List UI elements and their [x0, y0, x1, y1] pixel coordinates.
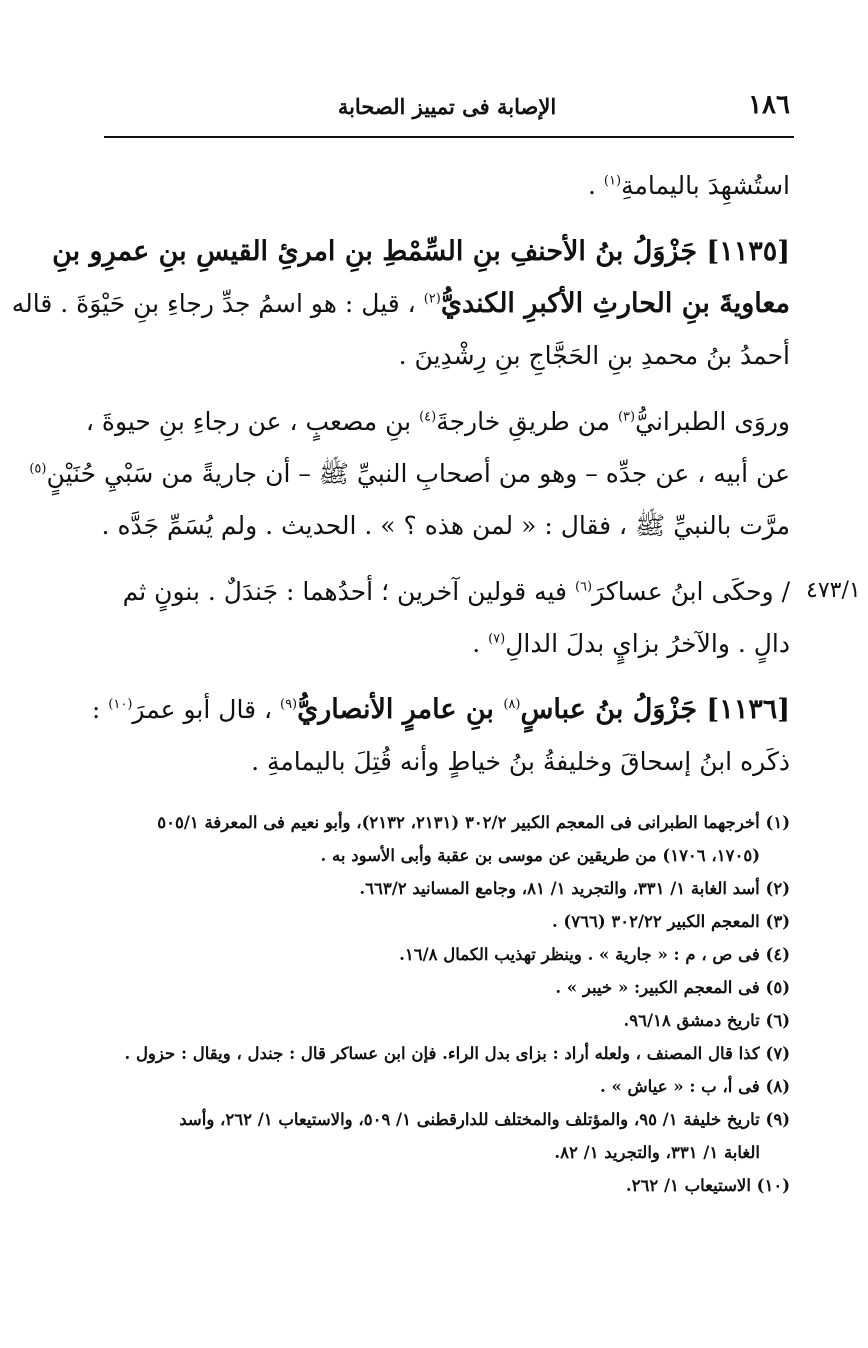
footnote-3: (٣) المعجم الكبير ٣٠٢/٢٢ (٧٦٦) .	[551, 912, 790, 931]
footnote-marker: (٨)	[503, 697, 521, 712]
footnote-6: (٦) تاريخ دمشق ٩٦/١٨.	[623, 1011, 790, 1030]
footnote-5: (٥) فى المعجم الكبير: « خيبر » .	[555, 978, 790, 997]
footnote-9-cont: الغابة ١/ ٣٣١، والتجريد ١/ ٨٢.	[554, 1143, 760, 1162]
running-title: الإصابة فى تمييز الصحابة	[337, 94, 557, 119]
page-number: ١٨٦	[748, 90, 790, 120]
text-line: معاويةَ بنِ الحارثِ الأكبرِ الكنديُّ$^{(٢)}$ ، قيل : هو اسمُ جدِّ رجاءِ بنِ حَيْوَةَ . قاله	[11, 288, 790, 319]
footnote-marker: (١٠)	[108, 697, 133, 712]
text-line: مرَّت بالنبيِّ ﷺ ، فقال : « لمن هذه ؟ » . الحديث . ولم يُسَمِّ جَدَّه .	[101, 511, 790, 540]
page-header	[104, 90, 790, 124]
footnote-1-cont: (١٧٠٥، ١٧٠٦) من طريقين عن موسى بن عقبة وأبى الأسود به .	[320, 846, 760, 865]
footnotes	[104, 806, 790, 1202]
footnote-10: (١٠) الاستيعاب ١/ ٢٦٢.	[625, 1176, 790, 1195]
footnote-marker: (٤)	[419, 409, 437, 425]
footnote-marker: (١)	[603, 173, 622, 189]
footnote-7: (٧) كذا قال المصنف ، ولعله أراد : بزاى بدل الراء. فإن ابن عساكر قال : جندل ، ويقال : حزول .	[124, 1044, 790, 1063]
text-line: دالٍ . والآخرُ بزايٍ بدلَ الدالِ$^{(٧)}$ .	[472, 629, 790, 658]
footnote-marker: (٥)	[29, 461, 47, 477]
footnote-marker: (٧)	[488, 631, 506, 647]
margin-reference: ٤٧٣/١	[806, 578, 861, 603]
footnote-marker: (٦)	[574, 579, 593, 595]
entry-1135-heading: [١١٣٥] جَزْوَلُ بنُ الأحنفِ بنِ السِّمْطِ بنِ امرئِ القيسِ بنِ عمرِو بنِ	[52, 236, 790, 267]
footnote-marker: (٢)	[423, 291, 441, 307]
text-line: عن أبيه ، عن جدِّه – وهو من أصحابِ النبيِّ ﷺ – أن جاريةً من سَبْيِ حُنَيْنٍ$^{(٥)}$	[29, 459, 790, 488]
footnote-4: (٤) فى ص ، م : « جارية » . وينظر تهذيب الكمال ١٦/٨.	[399, 945, 790, 964]
text-line: ذكَره ابنُ إسحاقَ وخليفةُ بنُ خياطٍ وأنه قُتِلَ باليمامةِ .	[251, 747, 790, 776]
footnote-8: (٨) فى أ، ب : « عياش » .	[600, 1077, 790, 1096]
footnote-marker: (٩)	[279, 697, 298, 712]
text-line: / وحكَى ابنُ عساكرَ$^{(٦)}$ فيه قولين آخرين ؛ أحدُهما : جَندَلٌ . بنونٍ ثم	[122, 577, 790, 606]
footnote-9: (٩) تاريخ خليفة ١/ ٩٥، والمؤتلف والمختلف للدارقطنى ١/ ٥٠٩، والاستيعاب ١/ ٢٦٢، وأسد	[179, 1110, 790, 1129]
text-line: أحمدُ بنُ محمدِ بنِ الحَجَّاجِ بنِ رِشْدِينَ .	[398, 341, 790, 370]
footnote-2: (٢) أسد الغابة ١/ ٣٣١، والتجريد ١/ ٨١، وجامع المسانيد ٦٦٣/٢.	[359, 879, 790, 898]
text-line: وروَى الطبرانيُّ$^{(٣)}$ من طريقِ خارجةَ$^{(٤)}$ بنِ مصعبٍ ، عن رجاءِ بنِ حيوةَ ،	[85, 407, 790, 436]
header-rule	[104, 136, 794, 138]
main-text	[11, 160, 790, 788]
footnote-1: (١) أخرجهما الطبرانى فى المعجم الكبير ٣٠٢/٢ (٢١٣١، ٢١٣٢)، وأبو نعيم فى المعرفة ٥٠٥/١	[157, 813, 790, 832]
footnote-marker: (٣)	[617, 409, 636, 425]
entry-1136-heading: [١١٣٦] جَزْوَلُ بنُ عباسٍ$^{(٨)}$ بنِ عامرٍ الأنصاريُّ$^{(٩)}$ ، قال أبو عمرَ$^{(١٠)}$ :	[91, 694, 790, 725]
text-line: استُشهِدَ باليمامةِ$^{(١)}$ .	[588, 171, 790, 200]
